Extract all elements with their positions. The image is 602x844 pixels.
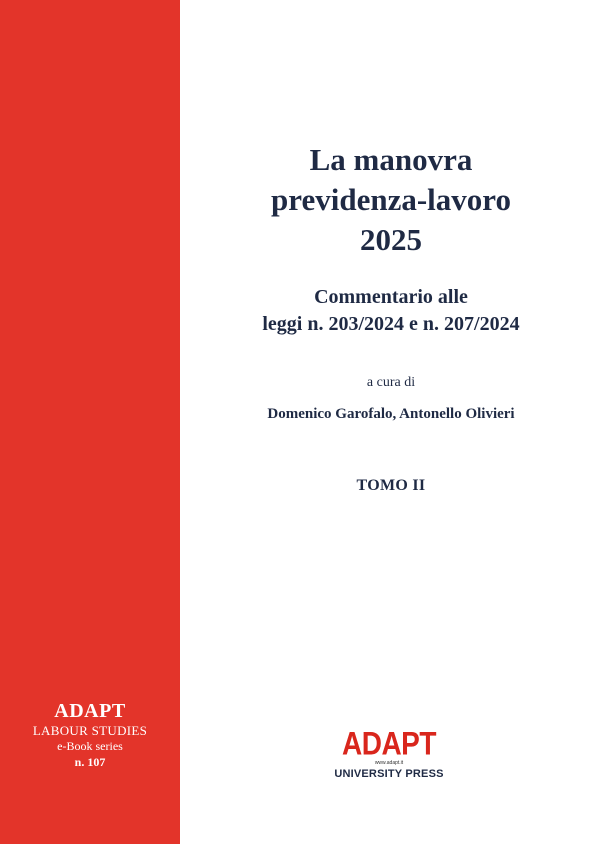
cover-content <box>180 0 602 844</box>
volume-label: TOMO II <box>356 477 426 494</box>
cover-red-band <box>0 0 180 844</box>
series-name: LABOUR STUDIES <box>32 723 148 738</box>
series-type: e-Book series <box>57 739 123 753</box>
book-subtitle-line-2: leggi n. 203/2024 e n. 207/2024 <box>262 313 520 335</box>
book-title <box>180 140 602 260</box>
book-subtitle <box>180 284 602 338</box>
publisher-url: www.adapt.it <box>374 760 404 766</box>
editors-names: Domenico Garofalo, Antonello Olivieri <box>267 406 515 422</box>
book-title-line-1: La manovra <box>309 142 473 177</box>
series-number: n. 107 <box>74 755 106 769</box>
book-subtitle-line-1: Commentario alle <box>314 286 468 308</box>
series-block <box>0 700 180 770</box>
publisher-press-label: UNIVERSITY PRESS <box>334 768 444 780</box>
publisher-logo-word: ADAPT <box>342 725 436 762</box>
book-title-line-3: 2025 <box>360 222 422 257</box>
series-brand: ADAPT <box>54 700 126 722</box>
book-title-line-2: previdenza-lavoro <box>271 182 511 217</box>
publisher-logo <box>333 725 445 781</box>
curated-by-label: a cura di <box>366 375 416 390</box>
